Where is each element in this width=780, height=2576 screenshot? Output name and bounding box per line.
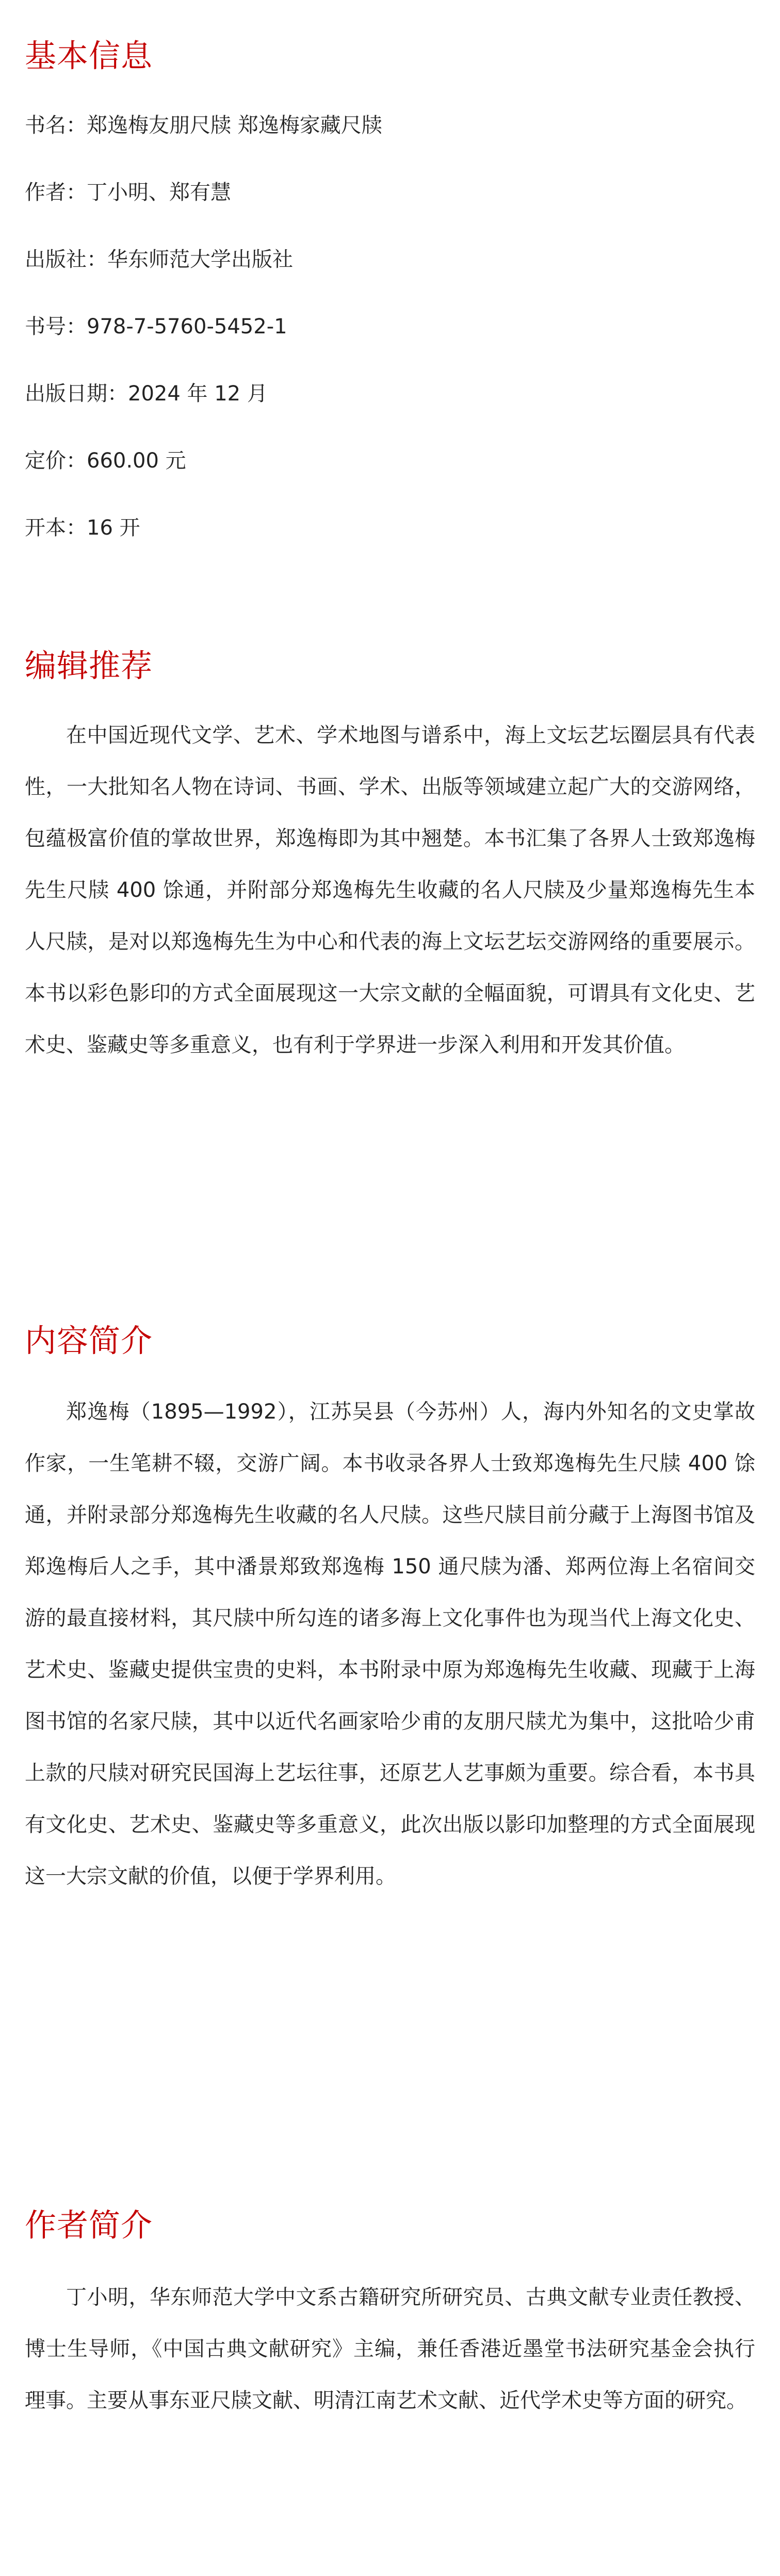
info-authors: 作者：丁小明、郑有慧 xyxy=(25,181,231,204)
info-publish-date: 出版日期：2024 年 12 月 xyxy=(25,382,268,406)
info-isbn: 书号：978-7-5760-5452-1 xyxy=(25,315,287,339)
basic-info-heading: 基本信息 xyxy=(25,38,153,74)
content-intro-heading: 内容简介 xyxy=(25,1323,153,1359)
info-price: 定价：660.00 元 xyxy=(25,449,186,473)
info-format: 开本：16 开 xyxy=(25,516,140,540)
info-book-title: 书名：郑逸梅友朋尺牍 郑逸梅家藏尺牍 xyxy=(25,114,382,137)
editor-recommend-heading: 编辑推荐 xyxy=(25,648,153,684)
editor-recommend-text: 在中国近现代文学、艺术、学术地图与谱系中，海上文坛艺坛圈层具有代表性，一大批知名人物在诗词、书画、学术、出版等领域建立起广大的交游网络，包蕴极富价值的掌故世界，郑逸梅即为其中翘楚。本书汇集了各界人士致郑逸梅先生尺牍 400 馀通，并附部分郑逸梅先生收藏的名人尺牍及少量郑逸梅先生本人尺牍，是对以郑逸梅先生为中心和代表的海上文坛艺坛交游网络的重要展示。本书以彩色影印的方式全面展现这一大宗文献的全幅面貌，可谓具有文化史、艺术史、鉴藏史等多重意义，也有利于学界进一步深入利用和开发其价值。 xyxy=(25,723,755,1057)
author-intro-text: 丁小明，华东师范大学中文系古籍研究所研究员、古典文献专业责任教授、博士生导师，《中国古典文献研究》主编，兼任香港近墨堂书法研究基金会执行理事。主要从事东亚尺牍文献、明清江南艺术文献、近代学术史等方面的研究。 xyxy=(25,2285,755,2412)
author-intro-heading: 作者简介 xyxy=(25,2207,153,2244)
info-publisher: 出版社：华东师范大学出版社 xyxy=(25,248,293,271)
content-intro-text: 郑逸梅（1895—1992），江苏吴县（今苏州）人，海内外知名的文史掌故作家，一生笔耕不辍，交游广阔。本书收录各界人士致郑逸梅先生尺牍 400 馀通，并附录部分郑逸梅先生收藏的名人尺牍。这些尺牍目前分藏于上海图书馆及郑逸梅后人之手，其中潘景郑致郑逸梅 150 通尺牍为潘、郑两位海上名宿间交游的最直接材料，其尺牍中所勾连的诸多海上文化事件也为现当代上海文化史、艺术史、鉴藏史提供宝贵的史料，本书附录中原为郑逸梅先生收藏、现藏于上海图书馆的名家尺牍，其中以近代名画家哈少甫的友朋尺牍尤为集中，这批哈少甫上款的尺牍对研究民国海上艺坛往事，还原艺人艺事颇为重要。综合看，本书具有文化史、艺术史、鉴藏史等多重意义，此次出版以影印加整理的方式全面展现这一大宗文献的价值，以便于学界利用。 xyxy=(25,1400,755,1888)
